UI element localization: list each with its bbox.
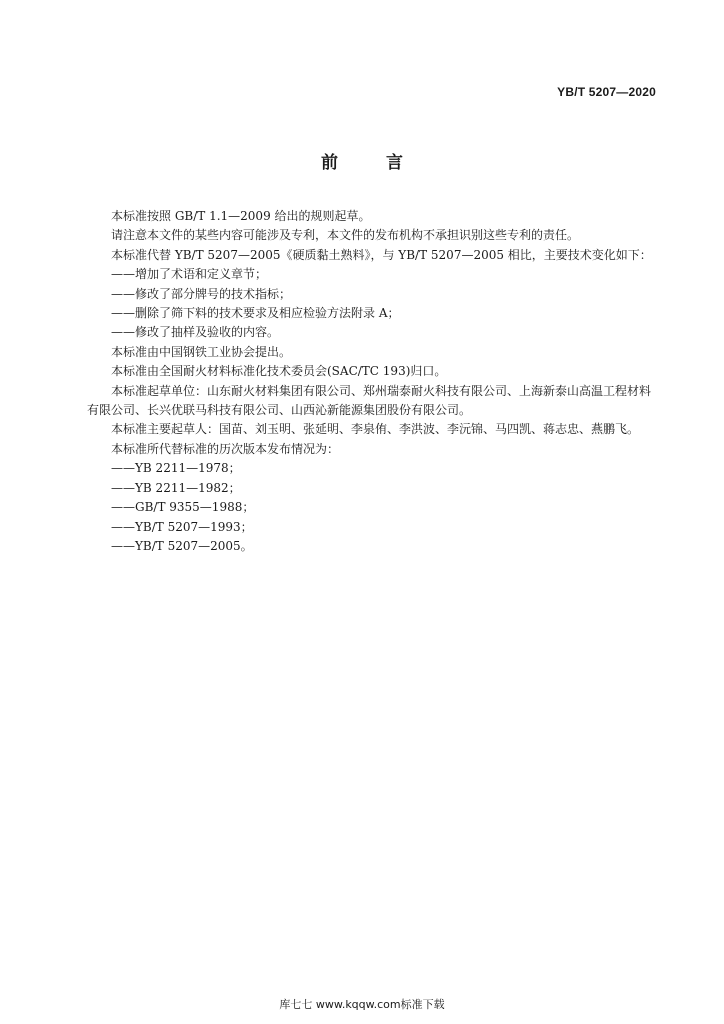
- paragraph-drafting-units: 本标准起草单位：山东耐火材料集团有限公司、郑州瑞泰耐火科技有限公司、上海新泰山高温工程材料有限公司、长兴优联马科技有限公司、山西沁新能源集团股份有限公司。: [87, 383, 652, 418]
- paragraph-history-intro: 本标准所代替标准的历次版本发布情况为：: [111, 441, 340, 456]
- paragraph-drafters: 本标准主要起草人：国苗、刘玉明、张延明、李泉侑、李洪波、李沅锦、马四凯、蒋志忠、燕鹏飞。: [111, 422, 640, 437]
- page-title: [0, 148, 724, 173]
- change-item: ——增加了术语和定义章节；: [111, 267, 268, 282]
- history-item: ——YB 2211—1978；: [111, 461, 241, 476]
- paragraph-drafting-rules: 本标准按照 GB/T 1.1—2009 给出的规则起草。: [111, 209, 371, 223]
- history-item: ——YB 2211—1982；: [111, 480, 241, 495]
- history-item: ——YB/T 5207—2005。: [111, 538, 253, 553]
- paragraph-committee: 本标准由全国耐火材料标准化技术委员会(SAC/TC 193)归口。: [111, 364, 447, 379]
- foreword-body: [87, 207, 659, 556]
- change-item: ——修改了部分牌号的技术指标；: [111, 286, 292, 301]
- title-char-2: 言: [386, 153, 403, 173]
- footer-watermark: 库七七 www.kqqw.com标准下载: [279, 998, 445, 1011]
- history-item: ——YB/T 5207—1993；: [111, 519, 253, 534]
- standard-code: YB/T 5207—2020: [557, 85, 656, 99]
- change-item: ——删除了筛下料的技术要求及相应检验方法附录 A；: [111, 306, 400, 321]
- paragraph-patent-notice: 请注意本文件的某些内容可能涉及专利，本文件的发布机构不承担识别这些专利的责任。: [111, 228, 580, 243]
- paragraph-replacement: 本标准代替 YB/T 5207—2005《硬质黏土熟料》，与 YB/T 5207—2005 相比，主要技术变化如下：: [111, 247, 652, 262]
- change-item: ——修改了抽样及验收的内容。: [111, 325, 280, 340]
- title-char-1: 前: [321, 153, 338, 173]
- paragraph-proposer: 本标准由中国钢铁工业协会提出。: [111, 344, 292, 359]
- history-item: ——GB/T 9355—1988；: [111, 500, 255, 515]
